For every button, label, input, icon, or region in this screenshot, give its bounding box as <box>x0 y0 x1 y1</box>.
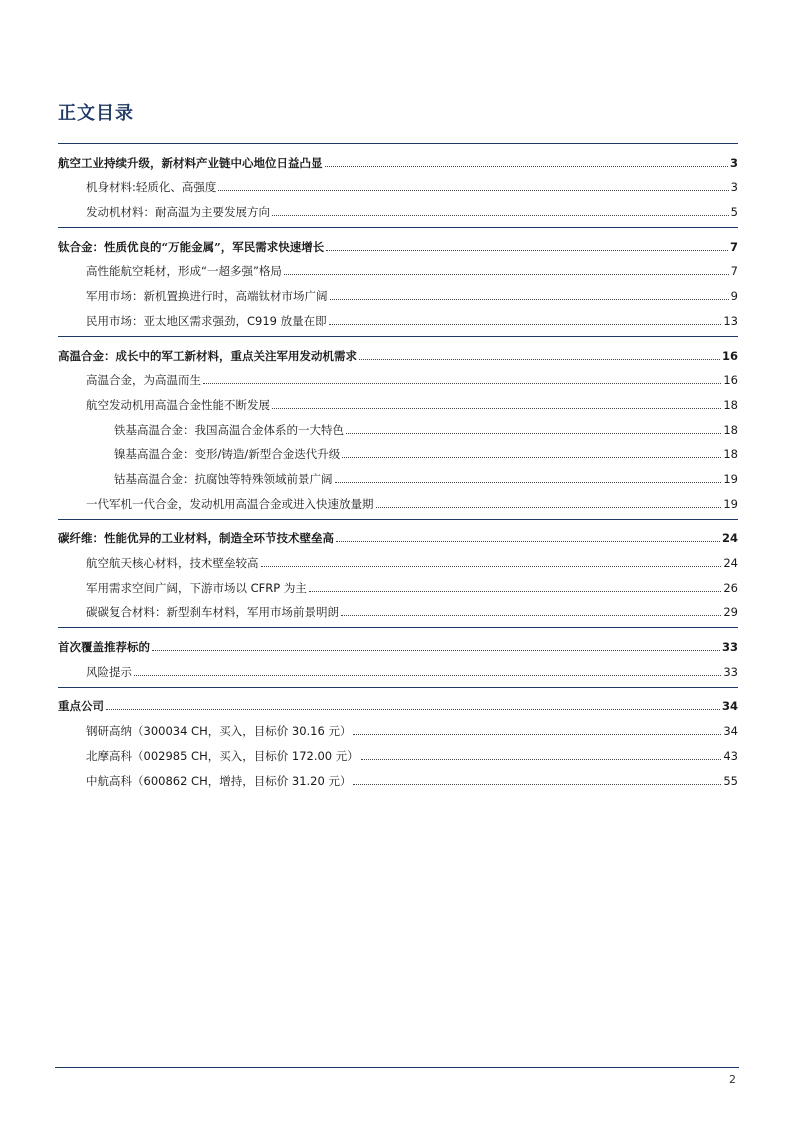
toc-entry[interactable] <box>58 363 738 388</box>
toc-entry-page: 43 <box>723 748 738 763</box>
toc-entry-label: 碳碳复合材料：新型刹车材料，军用市场前景明朗 <box>86 605 339 620</box>
toc-heading-entry[interactable] <box>58 229 738 254</box>
toc-entry-page: 34 <box>721 699 738 714</box>
toc-entry-page: 18 <box>723 422 738 437</box>
toc-title: 正文目录 <box>58 103 134 124</box>
dot-leader <box>336 541 720 542</box>
toc-entry-label: 民用市场：亚太地区需求强劲，C919 放量在即 <box>86 313 327 328</box>
toc-entry-page: 9 <box>730 289 738 304</box>
toc-entry[interactable] <box>58 303 738 328</box>
toc-entry-page: 7 <box>729 239 738 254</box>
dot-leader <box>284 274 729 275</box>
toc-section <box>58 627 738 678</box>
dot-leader <box>346 433 721 434</box>
page-number: 2 <box>729 1073 736 1086</box>
toc-entry-label: 发动机材料：耐高温为主要发展方向 <box>86 205 270 220</box>
dot-leader <box>106 709 720 710</box>
toc-section <box>58 687 738 788</box>
dot-leader <box>309 591 721 592</box>
dot-leader <box>218 190 728 191</box>
toc-entry-label: 钴基高温合金：抗腐蚀等特殊领域前景广阔 <box>114 471 333 486</box>
toc-entry-page: 33 <box>721 640 738 655</box>
toc-entry-label: 重点公司 <box>58 699 104 714</box>
toc-entry-page: 26 <box>723 580 738 595</box>
toc-section <box>58 143 738 219</box>
toc-entry[interactable] <box>58 713 738 738</box>
toc-entry[interactable] <box>58 170 738 195</box>
dot-leader <box>203 383 721 384</box>
toc-entry-label: 机身材料:轻质化、高强度 <box>86 180 217 195</box>
toc-entry-label: 高温合金，为高温而生 <box>86 373 201 388</box>
toc-entry-page: 19 <box>723 471 738 486</box>
toc-entry-page: 3 <box>730 180 738 195</box>
toc-entry-label: 一代军机一代合金，发动机用高温合金或进入快速放量期 <box>86 496 374 511</box>
toc-entry-label: 碳纤维：性能优异的工业材料，制造全环节技术壁垒高 <box>58 531 334 546</box>
toc-entry-page: 3 <box>729 155 738 170</box>
toc-entry[interactable] <box>58 387 738 412</box>
toc-heading-entry[interactable] <box>58 145 738 170</box>
toc-entry-label: 钢研高纳（300034 CH，买入，目标价 30.16 元） <box>86 724 352 739</box>
dot-leader <box>353 734 721 735</box>
toc-entry-label: 军用市场：新机置换进行时，高端钛材市场广阔 <box>86 289 328 304</box>
toc-entry-page: 18 <box>723 447 738 462</box>
toc-entry-label: 航空航天核心材料，技术壁垒较高 <box>86 556 259 570</box>
dot-leader <box>361 759 722 760</box>
dot-leader <box>335 482 722 483</box>
toc-entry-label: 中航高科（600862 CH，增持，目标价 31.20 元） <box>86 773 352 788</box>
toc-entry-label: 北摩高科（002985 CH，买入，目标价 172.00 元） <box>86 748 359 763</box>
toc-entry-page: 34 <box>723 724 738 739</box>
toc-entry-page: 7 <box>730 264 738 279</box>
toc-heading-entry[interactable] <box>58 689 738 714</box>
dot-leader <box>272 408 721 409</box>
dot-leader <box>326 250 728 251</box>
toc-heading-entry[interactable] <box>58 629 738 654</box>
toc-entry[interactable] <box>58 278 738 303</box>
footer-rule <box>55 1067 739 1068</box>
toc-entry[interactable] <box>58 738 738 763</box>
toc-entry[interactable] <box>58 437 738 462</box>
dot-leader <box>152 650 720 651</box>
toc-entry-label: 镍基高温合金：变形/铸造/新型合金迭代升级 <box>114 447 341 462</box>
toc-entry-label: 高性能航空耗材，形成“一超多强”格局 <box>86 264 282 279</box>
dot-leader <box>272 215 729 216</box>
toc-entry[interactable] <box>58 570 738 595</box>
dot-leader <box>329 324 722 325</box>
toc-entry-label: 首次覆盖推荐标的 <box>58 640 150 655</box>
toc-entry-label: 钛合金：性质优良的“万能金属”，军民需求快速增长 <box>58 239 325 254</box>
toc-heading-entry[interactable] <box>58 521 738 546</box>
toc-entry-page: 18 <box>723 397 738 412</box>
toc-entry-label: 航空工业持续升级，新材料产业链中心地位日益凸显 <box>58 155 323 170</box>
toc-entry-page: 5 <box>730 205 738 220</box>
table-of-contents <box>58 143 738 796</box>
toc-entry-page: 24 <box>721 531 738 546</box>
dot-leader <box>342 457 721 458</box>
toc-entry-label: 航空发动机用高温合金性能不断发展 <box>86 397 270 412</box>
dot-leader <box>330 299 729 300</box>
toc-entry-label: 军用需求空间广阔，下游市场以 CFRP 为主 <box>86 580 307 595</box>
dot-leader <box>341 615 721 616</box>
toc-entry-page: 24 <box>723 556 738 570</box>
toc-entry[interactable] <box>58 194 738 219</box>
dot-leader <box>359 359 720 360</box>
toc-entry-label: 铁基高温合金：我国高温合金体系的一大特色 <box>114 422 344 437</box>
toc-entry[interactable] <box>58 654 738 679</box>
toc-entry-page: 33 <box>723 664 738 679</box>
toc-entry-page: 16 <box>721 348 738 363</box>
toc-entry-label: 风险提示 <box>86 664 132 679</box>
toc-entry-page: 29 <box>723 605 738 620</box>
toc-heading-entry[interactable] <box>58 338 738 363</box>
toc-entry-page: 55 <box>723 773 738 788</box>
toc-section <box>58 336 738 511</box>
dot-leader <box>261 566 722 567</box>
toc-entry-page: 13 <box>723 313 738 328</box>
toc-entry-page: 19 <box>723 496 738 511</box>
toc-entry-page: 16 <box>723 373 738 388</box>
toc-entry[interactable] <box>58 461 738 486</box>
toc-entry[interactable] <box>58 486 738 511</box>
toc-section <box>58 519 738 620</box>
dot-leader <box>376 507 722 508</box>
dot-leader <box>353 784 721 785</box>
toc-entry[interactable] <box>58 412 738 437</box>
toc-entry[interactable] <box>58 545 738 570</box>
toc-section <box>58 227 738 328</box>
toc-entry[interactable] <box>58 595 738 620</box>
toc-entry[interactable] <box>58 254 738 279</box>
dot-leader <box>325 166 728 167</box>
toc-entry-label: 高温合金：成长中的军工新材料，重点关注军用发动机需求 <box>58 348 357 363</box>
dot-leader <box>134 675 721 676</box>
toc-entry[interactable] <box>58 763 738 788</box>
